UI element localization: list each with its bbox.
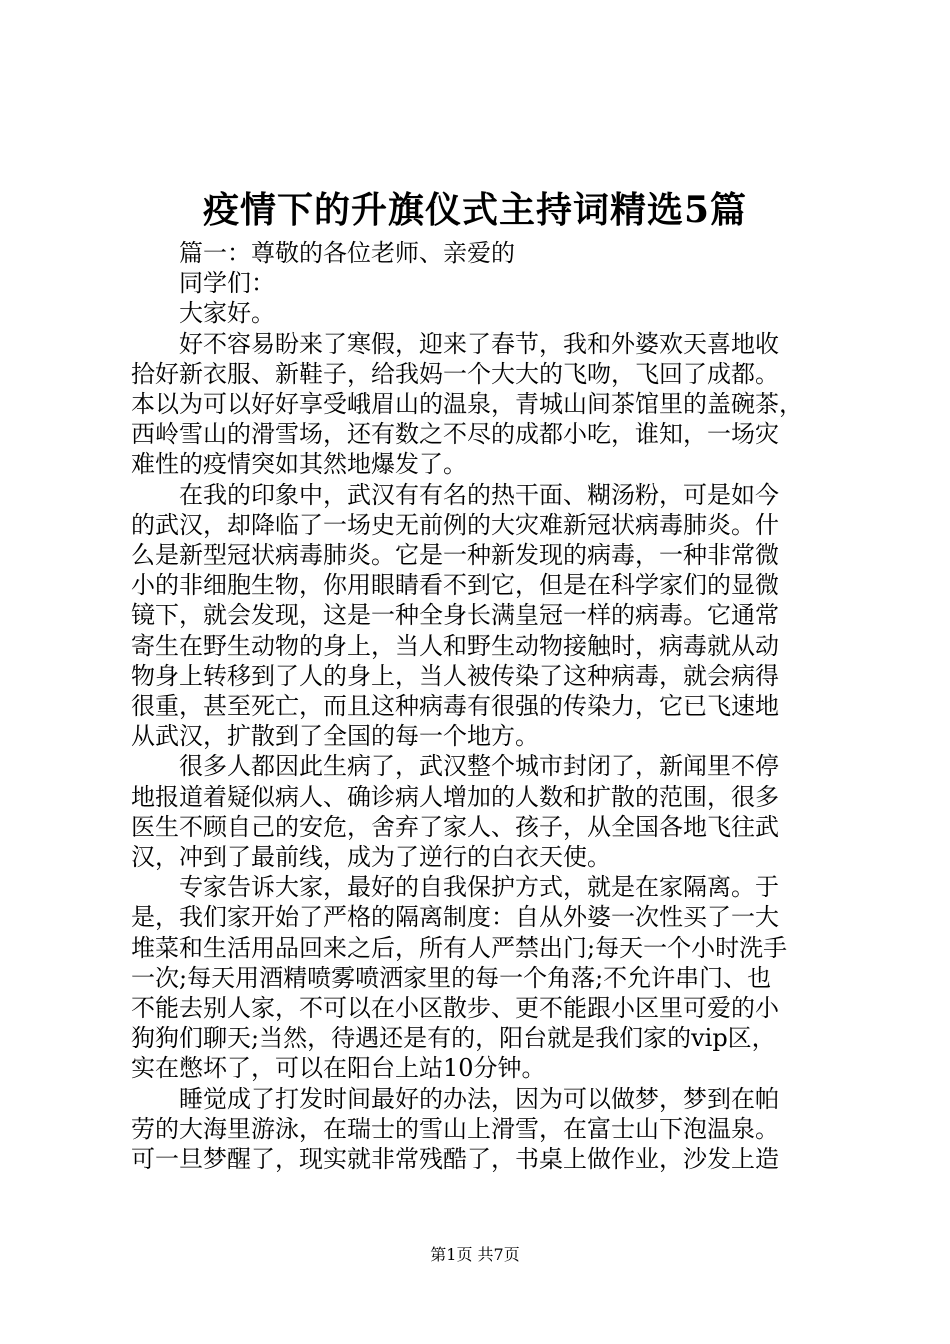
body-line: 很多人都因此生病了，武汉整个城市封闭了，新闻里不停 — [179, 752, 779, 781]
body-line: 拾好新衣服、新鞋子，给我妈一个大大的飞吻，飞回了成都。 — [131, 359, 779, 388]
body-line: 物身上转移到了人的身上，当人被传染了这种病毒，就会病得 — [131, 661, 779, 690]
body-line: 实在憋坏了，可以在阳台上站10分钟。 — [131, 1054, 546, 1083]
body-line: 不能去别人家，不可以在小区散步、更不能跟小区里可爱的小 — [131, 994, 779, 1023]
body-line: 很重，甚至死亡，而且这种病毒有很强的传染力，它已飞速地 — [131, 692, 779, 721]
body-line: 劳的大海里游泳，在瑞士的雪山上滑雪，在富士山下泡温泉。 — [131, 1114, 779, 1143]
body-line: 篇一：尊敬的各位老师、亲爱的 — [179, 239, 515, 267]
body-line: 一次;每天用酒精喷雾喷洒家里的每一个角落;不允许串门、也 — [131, 963, 772, 992]
body-line: 大家好。 — [179, 299, 275, 328]
body-line: 汉，冲到了最前线，成为了逆行的白衣天使。 — [131, 843, 611, 872]
body-line: 狗狗们聊天;当然，待遇还是有的，阳台就是我们家的vip区， — [131, 1024, 776, 1053]
body-line: 西岭雪山的滑雪场，还有数之不尽的成都小吃，谁知，一场灾 — [131, 420, 779, 449]
body-line: 同学们： — [179, 269, 275, 298]
body-line: 小的非细胞生物，你用眼睛看不到它，但是在科学家们的显微 — [131, 571, 779, 600]
body-line: 可一旦梦醒了，现实就非常残酷了，书桌上做作业，沙发上造 — [131, 1145, 779, 1174]
body-line: 么是新型冠状病毒肺炎。它是一种新发现的病毒，一种非常微 — [131, 541, 779, 570]
body-line: 好不容易盼来了寒假，迎来了春节，我和外婆欢天喜地收 — [179, 329, 779, 358]
document-title: 疫情下的升旗仪式主持词精选5篇 — [202, 189, 748, 231]
body-line: 是，我们家开始了严格的隔离制度：自从外婆一次性买了一大 — [131, 903, 779, 932]
body-line: 从武汉，扩散到了全国的每一个地方。 — [131, 722, 539, 751]
body-line: 难性的疫情突如其然地爆发了。 — [131, 450, 467, 479]
body-line: 专家告诉大家，最好的自我保护方式，就是在家隔离。于 — [179, 873, 779, 902]
body-line: 睡觉成了打发时间最好的办法，因为可以做梦，梦到在帕 — [179, 1084, 779, 1113]
body-line: 医生不顾自己的安危，舍弃了家人、孩子，从全国各地飞往武 — [131, 812, 779, 841]
page-footer: 第1页 共7页 — [430, 1245, 520, 1264]
body-line: 在我的印象中，武汉有有名的热干面、糊汤粉，可是如今 — [179, 480, 779, 509]
body-line: 镜下，就会发现，这是一种全身长满皇冠一样的病毒。它通常 — [131, 601, 779, 630]
body-line: 地报道着疑似病人、确诊病人增加的人数和扩散的范围，很多 — [131, 782, 779, 811]
body-line: 堆菜和生活用品回来之后，所有人严禁出门;每天一个小时洗手 — [131, 933, 788, 962]
body-line: 寄生在野生动物的身上，当人和野生动物接触时，病毒就从动 — [131, 631, 779, 660]
body-line: 本以为可以好好享受峨眉山的温泉，青城山间茶馆里的盖碗茶， — [131, 390, 803, 419]
body-line: 的武汉，却降临了一场史无前例的大灾难新冠状病毒肺炎。什 — [131, 510, 779, 539]
document-body — [131, 238, 831, 1174]
